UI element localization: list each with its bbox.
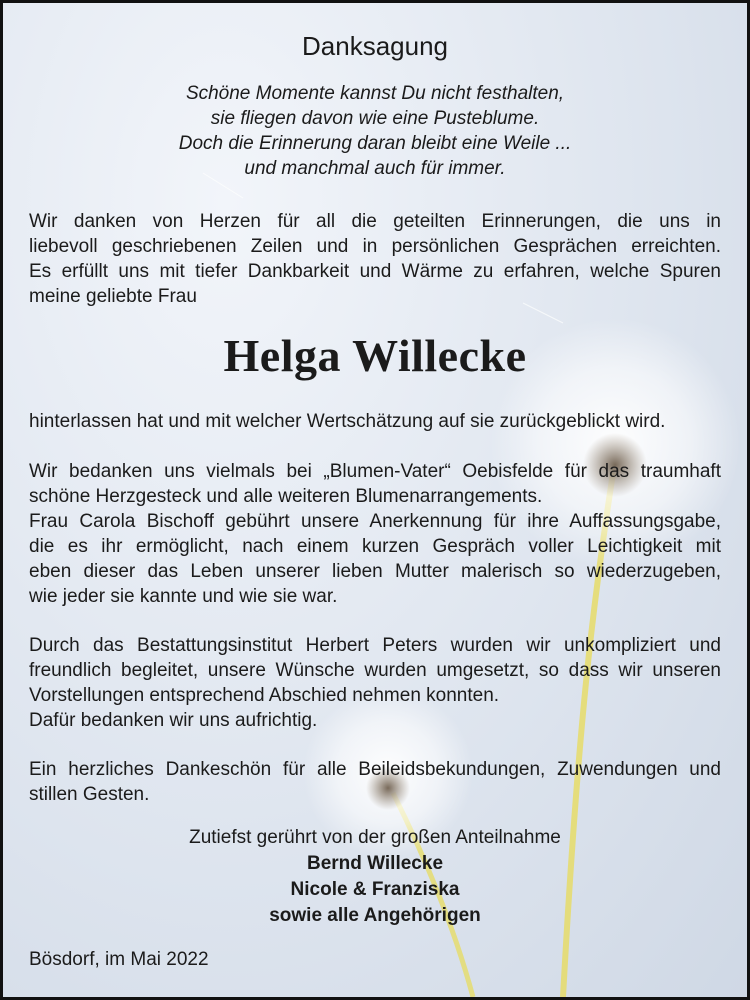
text-line: Durch das Bestattungsinstitut Herbert Peters wurden wir unkompliziert und (29, 635, 721, 656)
signatory: sowie alle Angehörigen (269, 905, 481, 926)
heading-danksagung: Danksagung (302, 31, 448, 61)
text-line: Frau Carola Bischoff gebührt unsere Anerkennung für ihre Auffassungsgabe, (29, 511, 721, 532)
text-line: schöne Herzgesteck und alle weiteren Blumenarrangements. (29, 486, 543, 507)
text-line: stillen Gesten. (29, 784, 150, 805)
text-line: eben dieser das Leben unserer lieben Mutter malerisch so wiederzugeben, (29, 561, 721, 582)
poem (3, 81, 747, 181)
signature-block (3, 825, 747, 929)
text-line: meine geliebte Frau (29, 286, 197, 307)
deceased-name: Helga Willecke (223, 330, 527, 381)
after-name-paragraph (29, 409, 721, 434)
text-line: liebevoll geschriebenen Zeilen und in persönlichen Gesprächen erreichten. (29, 236, 721, 257)
text-line: Es erfüllt uns mit tiefer Dankbarkeit und Wärme zu erfahren, welche Spuren (29, 261, 721, 282)
signatory: Bernd Willecke (306, 853, 444, 874)
closing-line: Zutiefst gerührt von der großen Anteilnahme (189, 827, 561, 848)
text-line: Dafür bedanken wir uns aufrichtig. (29, 710, 318, 731)
text-line: wie jeder sie kannte und wie sie war. (29, 586, 338, 607)
thanks-all-paragraph (29, 757, 721, 807)
poem-line: und manchmal auch für immer. (244, 158, 506, 179)
poem-line: sie fliegen davon wie eine Pusteblume. (210, 108, 540, 129)
signatory: Nicole & Franziska (290, 879, 460, 900)
text-line: die es ihr ermöglicht, nach einem kurzen Gespräch voller Leichtigkeit mit (29, 536, 721, 557)
poem-line: Schöne Momente kannst Du nicht festhalten, (185, 83, 565, 104)
text-line: hinterlassen hat und mit welcher Wertschätzung auf sie zurückgeblickt wird. (29, 411, 666, 432)
thanks-flowers-paragraph (29, 459, 721, 609)
place-date: Bösdorf, im Mai 2022 (29, 949, 209, 970)
text-line: Ein herzliches Dankeschön für alle Beileidsbekundungen, Zuwendungen und (29, 759, 721, 780)
intro-paragraph (29, 209, 721, 309)
text-line: Vorstellungen entsprechend Abschied nehmen konnten. (29, 685, 500, 706)
text-line: freundlich begleitet, unsere Wünsche wurden umgesetzt, so dass wir unseren (29, 660, 721, 681)
poem-line: Doch die Erinnerung daran bleibt eine Weile ... (178, 133, 572, 154)
thanks-funeral-paragraph (29, 633, 721, 733)
text-line: Wir danken von Herzen für all die geteilten Erinnerungen, die uns in (29, 211, 721, 232)
text-line: Wir bedanken uns vielmals bei „Blumen-Vater“ Oebisfelde für das traumhaft (29, 461, 721, 482)
